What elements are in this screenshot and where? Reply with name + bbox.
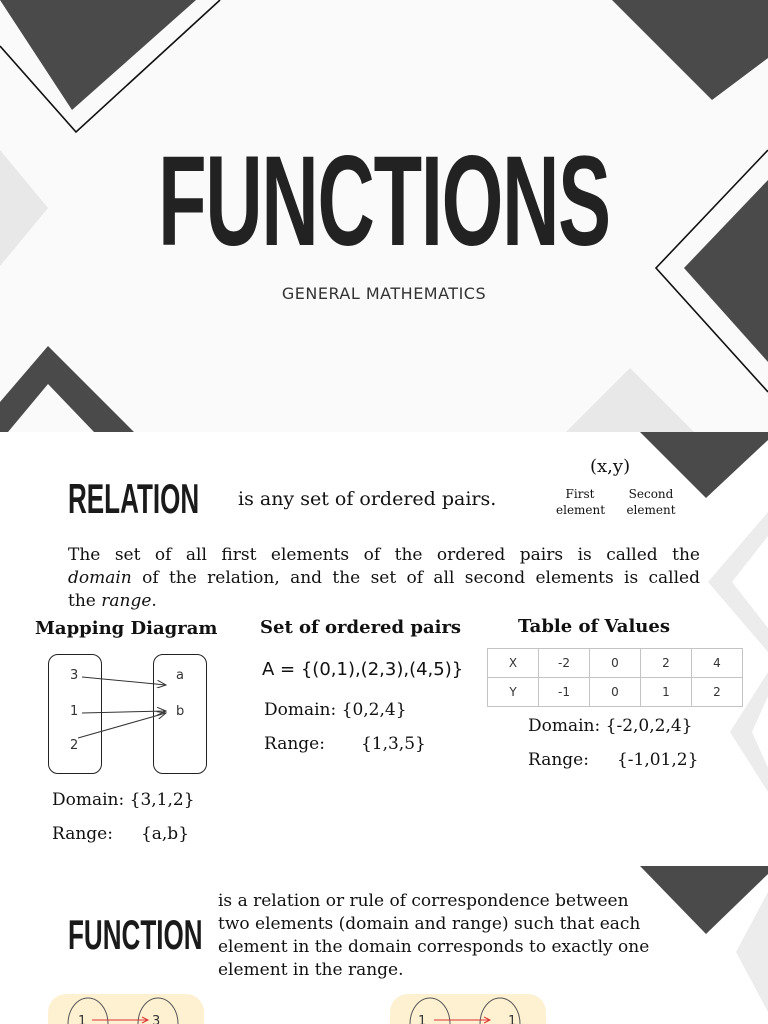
ordered-pair-label: (x,y) (590, 456, 631, 477)
second-element-label: Second element (626, 487, 676, 517)
mapping-left-item: 3 (70, 668, 79, 683)
table-cell: -1 (539, 678, 590, 707)
relation-definition: is any set of ordered pairs. (238, 488, 497, 510)
mapping-domain: Domain: {3,1,2} (52, 790, 195, 810)
table-cell: X (488, 649, 539, 678)
cover-slide (0, 0, 768, 432)
table-cell: 1 (641, 678, 692, 707)
table-cell: 2 (641, 649, 692, 678)
table-cell: 4 (692, 649, 743, 678)
table-cell: 0 (590, 678, 641, 707)
relation-slide (0, 432, 768, 1024)
example-2-left: 1 (418, 1014, 427, 1024)
table-cell: Y (488, 678, 539, 707)
table-row (488, 649, 743, 678)
relation-paragraph-line3: the range. (68, 591, 157, 611)
example-1-right: 3 (152, 1014, 161, 1024)
mapping-right-item: b (176, 704, 185, 719)
mapping-range: Range: {a,b} (52, 824, 190, 844)
cover-subtitle: GENERAL MATHEMATICS (281, 284, 487, 303)
ordered-pairs-heading: Set of ordered pairs (260, 617, 462, 638)
table-domain: Domain: {-2,0,2,4} (528, 716, 693, 736)
table-of-values-heading: Table of Values (518, 616, 670, 637)
mapping-diagram-heading: Mapping Diagram (35, 618, 218, 639)
table-cell: 0 (590, 649, 641, 678)
relation-paragraph-line2: domain of the relation, and the set of all second elements is called (68, 568, 700, 588)
relation-heading: RELATION (68, 475, 200, 522)
example-1-diagram (48, 994, 204, 1024)
mapping-left-item: 2 (70, 738, 79, 753)
table-cell: -2 (539, 649, 590, 678)
function-definition: is a relation or rule of correspondence between two elements (domain and range) such that each element in the domain corresponds to exactly one element in the range. (218, 891, 650, 980)
function-example-2 (390, 994, 546, 1024)
example-1-left: 1 (78, 1014, 87, 1024)
values-table (487, 648, 743, 707)
table-range: Range: {-1,01,2} (528, 750, 699, 770)
mapping-left-item: 1 (70, 704, 79, 719)
mapping-right-item: a (176, 668, 184, 683)
example-2-diagram (390, 994, 546, 1024)
table-cell: 2 (692, 678, 743, 707)
relation-paragraph-line1: The set of all first elements of the ordered pairs is called the (68, 545, 700, 565)
ordered-pairs-range: Range: {1,3,5} (264, 734, 426, 754)
example-2-right: 1 (508, 1014, 517, 1024)
function-heading: FUNCTION (68, 911, 203, 958)
function-example-1 (48, 994, 204, 1024)
table-row (488, 678, 743, 707)
mapping-arrows (0, 432, 260, 792)
ordered-pairs-domain: Domain: {0,2,4} (264, 700, 407, 720)
cover-title: FUNCTIONS (158, 130, 610, 273)
ordered-pairs-set: A = {(0,1),(2,3),(4,5)} (262, 659, 464, 680)
first-element-label: First element (556, 487, 606, 517)
